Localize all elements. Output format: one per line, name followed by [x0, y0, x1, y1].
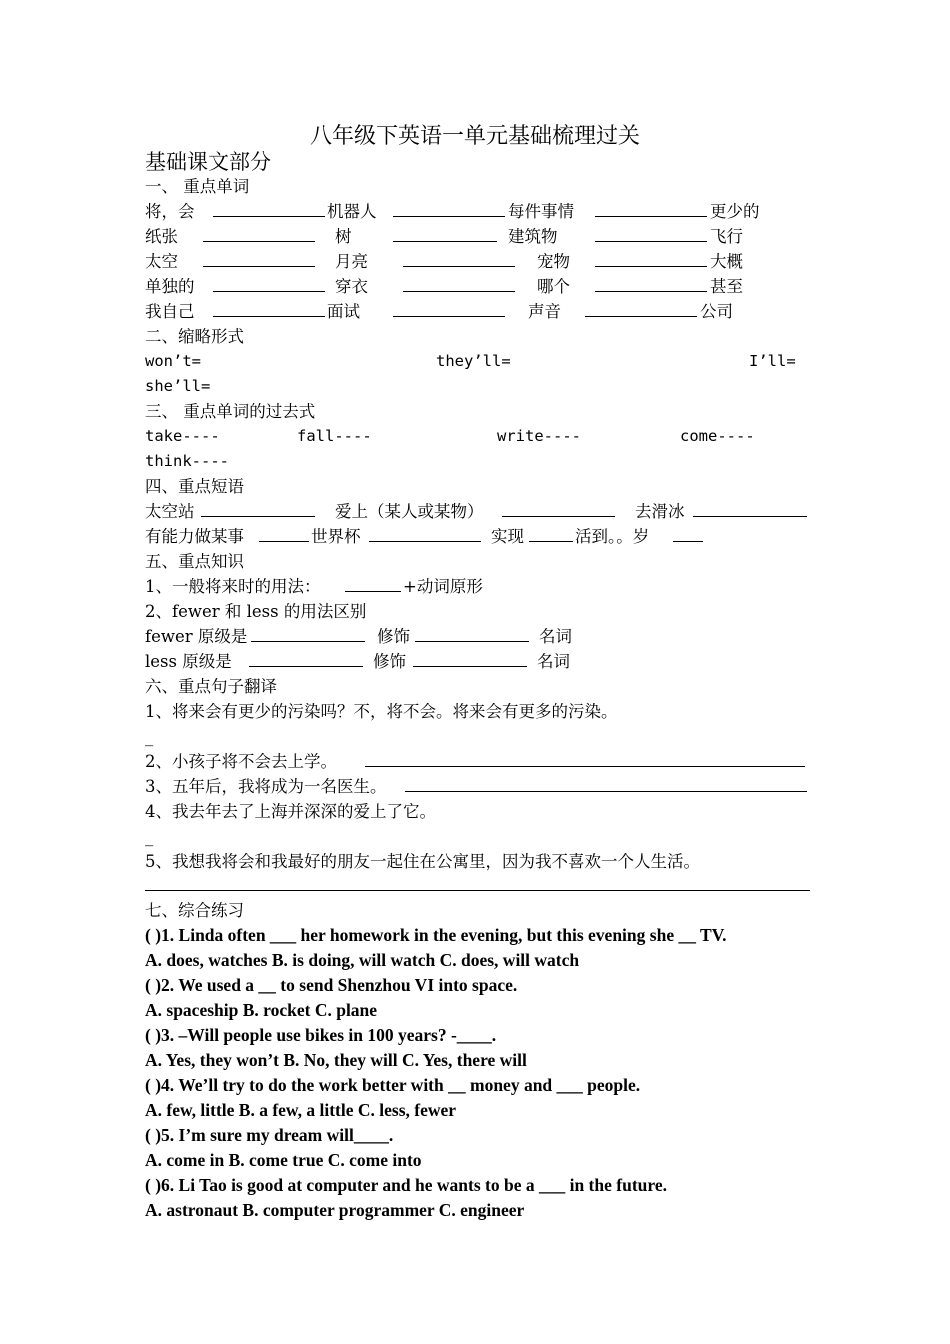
blank-line[interactable]: [403, 274, 515, 292]
word: 我自己: [145, 302, 195, 321]
blank-line[interactable]: [213, 274, 325, 292]
word: 单独的: [145, 277, 195, 296]
word: 太空: [145, 252, 178, 271]
word: 纸张: [145, 227, 178, 246]
s5-less-row: [145, 649, 810, 674]
s1-heading: 一、 重点单词: [145, 177, 250, 196]
blank-line[interactable]: [595, 274, 707, 292]
word: 穿衣: [335, 277, 368, 296]
blank-line[interactable]: [213, 199, 325, 217]
s5-point-1: [145, 574, 810, 599]
contraction: won’t=: [145, 352, 201, 370]
s1-row: [145, 199, 810, 224]
blank-line[interactable]: [393, 199, 505, 217]
s5-heading: 五、重点知识: [145, 552, 244, 571]
phrase: 实现: [491, 527, 524, 546]
s2-row: [145, 349, 810, 374]
blank-line[interactable]: [251, 624, 365, 642]
s3-heading: 三、 重点单词的过去式: [145, 402, 316, 421]
past-tense-item: write----: [497, 427, 581, 445]
s6-question-3: [145, 774, 810, 799]
answer-line[interactable]: [145, 890, 810, 891]
s1-row: [145, 274, 810, 299]
word: 面试: [327, 302, 360, 321]
point-text: 修饰: [377, 627, 410, 646]
blank-line[interactable]: [403, 249, 515, 267]
s4-heading: 四、重点短语: [145, 477, 244, 496]
word: 哪个: [537, 277, 570, 296]
s6-question-4: 4、我去年去了上海并深深的爱上了它。: [145, 802, 436, 821]
word: 树: [335, 227, 352, 246]
s7-heading: 七、综合练习: [145, 901, 244, 920]
answer-line[interactable]: [365, 766, 805, 767]
mc-question: ( )5. I’m sure my dream will____.: [145, 1125, 394, 1145]
mc-question: ( )1. Linda often ___ her homework in the evening, but this evening she __ TV.: [145, 925, 727, 945]
blank-line[interactable]: [595, 249, 707, 267]
blank-line[interactable]: [203, 249, 315, 267]
page-title: 八年级下英语一单元基础梳理过关: [309, 124, 640, 149]
point-text: 1、一般将来时的用法：: [145, 577, 321, 596]
blank-line[interactable]: [345, 574, 401, 592]
blank-line[interactable]: [595, 199, 707, 217]
point-text: 修饰: [373, 652, 406, 671]
mc-question: ( )2. We used a __ to send Shenzhou VI into space.: [145, 975, 518, 995]
blank-line[interactable]: [585, 299, 697, 317]
past-tense-item: take----: [145, 427, 220, 445]
mc-question: ( )6. Li Tao is good at computer and he wants to be a ___ in the future.: [145, 1175, 667, 1195]
s6-question-1: 1、将来会有更少的污染吗？不，将不会。将来会有更多的污染。: [145, 702, 618, 721]
blank-line[interactable]: [693, 499, 807, 517]
word: 声音: [528, 302, 561, 321]
blank-line[interactable]: [259, 524, 309, 542]
blank-line[interactable]: [502, 499, 615, 517]
word: 宠物: [537, 252, 570, 271]
past-tense-item: fall----: [297, 427, 372, 445]
blank-line[interactable]: [673, 524, 703, 542]
word: 每件事情: [508, 202, 574, 221]
blank-line[interactable]: [213, 299, 325, 317]
word: 机器人: [327, 202, 377, 221]
point-text: 名词: [537, 652, 570, 671]
s1-row: [145, 299, 810, 324]
word: 大概: [710, 252, 743, 271]
past-tense-item: come----: [680, 427, 755, 445]
word: 将，会: [145, 202, 195, 221]
phrase: 去滑冰: [635, 502, 685, 521]
blank-line[interactable]: [595, 224, 707, 242]
mc-options: A. Yes, they won’t B. No, they will C. Yes, there will: [145, 1050, 527, 1070]
s2-row: [145, 374, 810, 399]
s4-row: [145, 524, 810, 549]
blank-line[interactable]: [249, 649, 363, 667]
question-text: 3、五年后，我将成为一名医生。: [145, 777, 387, 796]
phrase: 太空站: [145, 502, 195, 521]
phrase: 活到。。岁: [575, 527, 650, 546]
blank-line[interactable]: [369, 524, 481, 542]
blank-line[interactable]: [393, 224, 497, 242]
mc-options: A. astronaut B. computer programmer C. engineer: [145, 1200, 525, 1220]
answer-line[interactable]: [405, 791, 807, 792]
word: 甚至: [710, 277, 743, 296]
s1-row: [145, 224, 810, 249]
mc-question: ( )4. We’ll try to do the work better with __ money and ___ people.: [145, 1075, 641, 1095]
word: 公司: [700, 302, 733, 321]
past-tense-item: think----: [145, 452, 229, 470]
blank-line[interactable]: [203, 224, 315, 242]
phrase: 爱上（某人或某物）: [335, 502, 484, 521]
blank-line[interactable]: [413, 649, 527, 667]
s2-heading: 二、缩略形式: [145, 327, 244, 346]
point-text: less 原级是: [145, 652, 232, 671]
s6-question-2: [145, 749, 810, 774]
s4-row: [145, 499, 810, 524]
phrase: 世界杯: [311, 527, 361, 546]
question-text: 2、小孩子将不会去上学。: [145, 752, 337, 771]
word: 月亮: [335, 252, 368, 271]
contraction: they’ll=: [436, 352, 511, 370]
s5-point-2: 2、fewer 和 less 的用法区别: [145, 602, 367, 621]
mc-options: A. come in B. come true C. come into: [145, 1150, 422, 1170]
s1-row: [145, 249, 810, 274]
mc-question: ( )3. –Will people use bikes in 100 years? -____.: [145, 1025, 497, 1045]
blank-line[interactable]: [393, 299, 505, 317]
s6-question-5: 5、我想我将会和我最好的朋友一起住在公寓里，因为我不喜欢一个人生活。: [145, 852, 700, 871]
point-text: 名词: [539, 627, 572, 646]
mc-options: A. does, watches B. is doing, will watch C. does, will watch: [145, 950, 580, 970]
contraction: she’ll=: [145, 377, 211, 395]
s6-heading: 六、重点句子翻译: [145, 677, 277, 696]
mc-options: A. few, little B. a few, a little C. less, fewer: [145, 1100, 457, 1120]
section-main-heading: 基础课文部分: [145, 150, 271, 174]
blank-line[interactable]: [415, 624, 529, 642]
mc-options: A. spaceship B. rocket C. plane: [145, 1000, 378, 1020]
blank-line[interactable]: [529, 524, 573, 542]
s3-row: [145, 449, 810, 474]
point-text: +动词原形: [403, 577, 483, 596]
answer-mark[interactable]: _: [145, 827, 154, 846]
s3-row: [145, 424, 810, 449]
s5-fewer-row: [145, 624, 810, 649]
word: 飞行: [710, 227, 743, 246]
blank-line[interactable]: [201, 499, 315, 517]
word: 建筑物: [508, 227, 558, 246]
answer-mark[interactable]: _: [145, 727, 154, 746]
contraction: I’ll=: [749, 352, 796, 370]
word: 更少的: [710, 202, 760, 221]
point-text: fewer 原级是: [145, 627, 248, 646]
phrase: 有能力做某事: [145, 527, 244, 546]
